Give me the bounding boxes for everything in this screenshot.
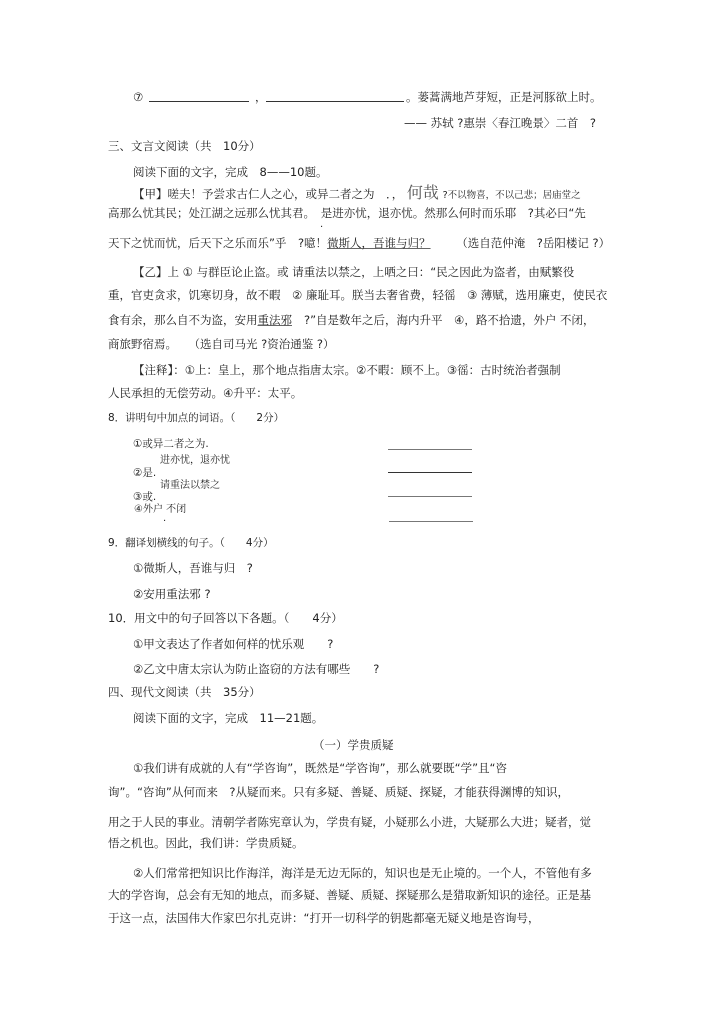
question-9-title: 9．翻译划横线的句子。（ 4分） bbox=[108, 537, 274, 549]
q10-item: ②乙文中唐太宗认为防止盗窃的方法有哪些 ? bbox=[133, 662, 380, 676]
answer-blank[interactable] bbox=[389, 521, 473, 522]
emphasis-dot: · bbox=[163, 516, 167, 527]
section-heading: 三、文言文阅读（共 10分） bbox=[108, 139, 261, 153]
question-8-title: 8．讲明句中加点的词语。（ 2分） bbox=[108, 412, 285, 424]
paragraph-line: 用之于人民的事业。清朝学者陈宪章认为，学贵有疑，小疑那么小进，大疑那么大进；疑者，觉 bbox=[108, 815, 591, 829]
poem-sep: ， bbox=[255, 90, 267, 104]
text-segment: 食有余，那么自不为盗，安用 bbox=[108, 313, 258, 327]
q9-item: ①微斯人，吾谁与归 ? bbox=[133, 561, 253, 575]
underlined-sentence: 微斯人，吾谁与归？ bbox=[327, 236, 431, 250]
text-segment: 【甲】嗟夫！予尝求古仁人之心，或异二者之为 ．， bbox=[133, 187, 404, 201]
poem-attribution: —— 苏轼 ?惠崇〈春江晚景〉二首 ? bbox=[404, 116, 597, 130]
paragraph-line: ①我们讲有成就的人有“学咨询”，既然是“学咨询”，那么就要既“学”且“咨 bbox=[133, 761, 508, 775]
text-line: 商旅野宿焉。 （选自司马光 ?资治通鉴 ?） bbox=[108, 337, 335, 351]
emphasis-dot: · bbox=[320, 222, 324, 233]
q8-item: ②是. bbox=[133, 467, 157, 479]
q8-item: ④外户 不闭 bbox=[134, 504, 187, 515]
article-title: （一）学贵质疑 bbox=[313, 738, 394, 752]
answer-blank[interactable] bbox=[388, 472, 472, 473]
source-citation: （选自范仲淹 ?岳阳楼记 ?） bbox=[456, 236, 611, 250]
q8-context: 进亦忧，退亦忧 bbox=[160, 455, 230, 466]
underlined-sentence: 重法邪 bbox=[257, 313, 292, 327]
notes-line: 人民承担的无偿劳动。④升平：太平。 bbox=[108, 386, 303, 400]
text-line: 重，官吏贪求，饥寒切身，故不暇 ② 廉耻耳。朕当去奢省费，轻徭 ③ 薄赋，选用廉吏，使民衣 bbox=[108, 288, 608, 302]
question-10-title: 10．用文中的句子回答以下各题。（ 4分） bbox=[108, 611, 343, 625]
answer-blank[interactable] bbox=[388, 496, 472, 497]
text-segment: 何哉 bbox=[406, 183, 439, 202]
q9-item: ②安用重法邪 ? bbox=[133, 587, 211, 601]
poem-suffix: 。蒌蒿满地芦芽短，正是河豚欲上时。 bbox=[406, 90, 602, 104]
paragraph-line: ②人们常常把知识比作海洋，海洋是无边无际的，知识也是无止境的。一个人，不管他有多 bbox=[133, 866, 592, 880]
text-line bbox=[108, 313, 595, 327]
text-segment: ?不以物喜，不以己悲；居庙堂之 bbox=[442, 190, 581, 201]
answer-blank[interactable] bbox=[388, 449, 472, 450]
text-segment: 天下之忧而忧，后天下之乐而乐”乎 ?噫！ bbox=[108, 236, 328, 250]
paragraph-line: 大的学咨询，总会有无知的地点，而多疑、善疑、质疑、探疑那么是猎取新知识的途径。正是基 bbox=[108, 888, 591, 902]
q8-item: ①或异二者之为. bbox=[133, 438, 209, 450]
poem-prefix: ⑦ bbox=[133, 90, 144, 104]
q8-item: ③或. bbox=[133, 491, 157, 503]
paragraph-line: 询”。“咨询”从何而来 ?从疑而来。只有多疑、善疑、质疑、探疑，才能获得渊博的知识， bbox=[108, 785, 569, 799]
text-line bbox=[133, 183, 581, 203]
text-line bbox=[108, 236, 610, 250]
text-line: 高那么忧其民；处江湖之远那么忧其君。 是进亦忧，退亦忧。然那么何时而乐耶 ?其必曰“先 bbox=[108, 206, 586, 220]
section-heading: 四、现代文阅读（共 35分） bbox=[108, 685, 261, 699]
notes-line: 【注释】：①上：皇上，那个地点指唐太宗。②不暇：顾不上。③徭：古时统治者强制 bbox=[133, 363, 561, 377]
text-segment: ?”自是数年之后，海内升平 ④，路不拾遗，外户 不闭， bbox=[304, 313, 595, 327]
section-intro: 阅读下面的文字，完成 8——10题。 bbox=[133, 165, 328, 179]
text-line: 【乙】上 ① 与群臣论止盗。或 请重法以禁之，上哂之曰：“民之因此为盗者，由赋繁役 bbox=[133, 265, 575, 279]
answer-blank[interactable] bbox=[266, 101, 404, 102]
section-intro: 阅读下面的文字，完成 11—21题。 bbox=[133, 711, 324, 725]
answer-blank[interactable] bbox=[149, 101, 249, 102]
q10-item: ①甲文表达了作者如何样的忧乐观 ? bbox=[133, 637, 334, 651]
paragraph-line: 于这一点，法国伟大作家巴尔扎克讲：“打开一切科学的钥匙都毫无疑义地是咨询号， bbox=[108, 911, 540, 925]
paragraph-line: 悟之机也。因此，我们讲：学贵质疑。 bbox=[108, 836, 304, 850]
q8-context: 请重法以禁之 bbox=[160, 480, 220, 491]
